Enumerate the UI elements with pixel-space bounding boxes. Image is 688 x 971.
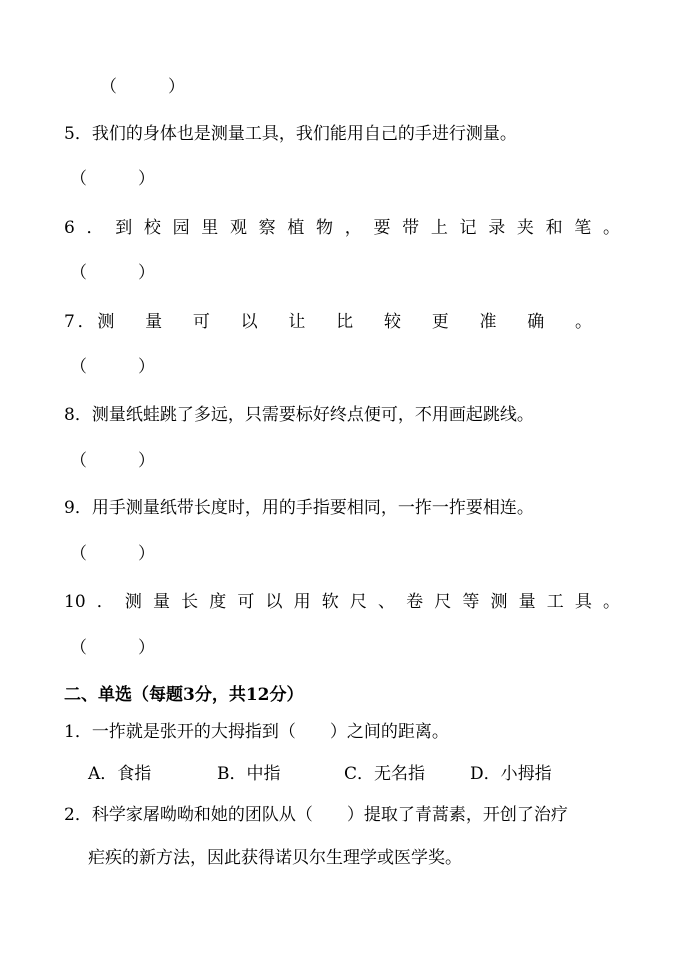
choice-option-b: B．中指 — [217, 764, 281, 784]
judge-item-5-paren: （ ） — [70, 169, 155, 189]
judge-item-8-text: 测量纸蛙跳了多远，只需要标好终点便可，不用画起跳线。 — [91, 405, 534, 425]
judge-item-10-num: 10． — [64, 592, 125, 612]
judge-item-5 — [64, 123, 624, 145]
judge-item-6-text: 到校园里观察植物，要带上记录夹和笔。 — [115, 218, 620, 238]
judge-item-7-num: 7． — [64, 312, 98, 332]
judge-item-10 — [64, 591, 620, 613]
judge-item-7-paren: （ ） — [70, 357, 155, 377]
judge-item-8 — [64, 404, 624, 426]
choice-question-2-line2: 疟疾的新方法，因此获得诺贝尔生理学或医学奖。 — [88, 848, 462, 868]
choice-question-2-line1: 2．科学家屠呦呦和她的团队从（ ）提取了青蒿素，开创了治疗 — [64, 805, 568, 825]
choice-option-c: C．无名指 — [344, 764, 426, 784]
judge-item-8-paren: （ ） — [70, 451, 155, 471]
choice-option-d: D．小拇指 — [470, 764, 552, 784]
judge-item-9-text: 用手测量纸带长度时，用的手指要相同，一拃一拃要相连。 — [91, 498, 534, 518]
judge-item-6-paren: （ ） — [70, 263, 155, 283]
judge-item-5-num: 5． — [64, 124, 92, 144]
choice-option-a: A．食指 — [88, 764, 152, 784]
judge-item-9-num: 9． — [64, 498, 92, 518]
choice-question-1: 1．一拃就是张开的大拇指到（ ）之间的距离。 — [64, 722, 449, 742]
judge-item-8-num: 8． — [64, 405, 92, 425]
answer-blank-prev: （ ） — [100, 77, 185, 97]
judge-item-6-num: 6． — [64, 218, 116, 238]
judge-item-9-paren: （ ） — [70, 544, 155, 564]
judge-item-5-text: 我们的身体也是测量工具，我们能用自己的手进行测量。 — [91, 124, 517, 144]
judge-item-7 — [64, 311, 620, 333]
judge-item-9 — [64, 497, 624, 519]
judge-item-10-text: 测量长度可以用软尺、卷尺等测量工具。 — [124, 592, 621, 612]
judge-item-7-text: 测量可以让比较更准确。 — [97, 312, 621, 332]
judge-item-6 — [64, 217, 620, 239]
section-heading-single-choice: 二、单选（每题3分，共12分） — [64, 685, 304, 705]
judge-item-10-paren: （ ） — [70, 638, 155, 658]
